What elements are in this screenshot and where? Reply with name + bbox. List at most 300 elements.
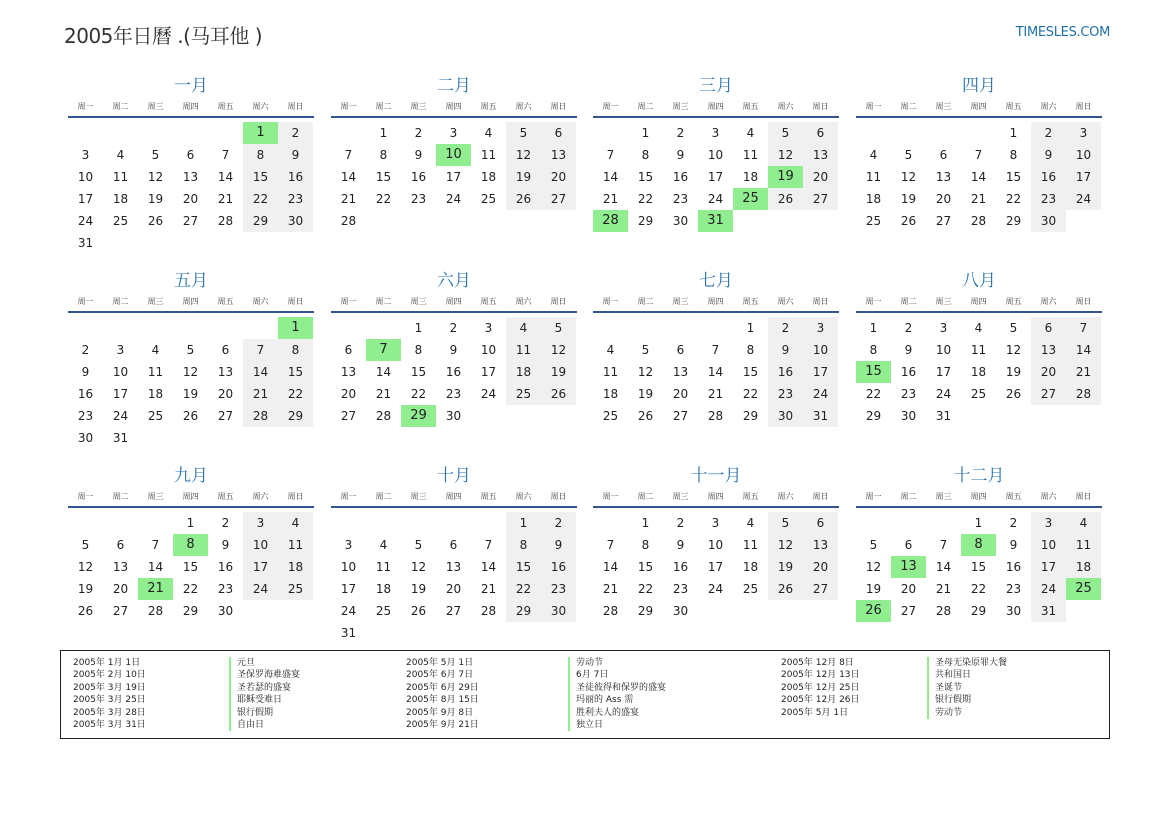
legend-entry: 圣诞节: [927, 682, 1007, 694]
day-cell: 11: [865, 170, 882, 184]
empty-cell: [856, 512, 891, 534]
day-cell: 28: [707, 409, 724, 423]
day-cell: 25: [506, 383, 541, 405]
day-cell: 24: [707, 582, 724, 596]
day-cell: 28: [147, 604, 164, 618]
day-cell: 6: [186, 148, 195, 162]
day-cell: 3: [803, 317, 838, 339]
day-cell: 18: [147, 387, 164, 401]
day-cell: 12: [77, 560, 94, 574]
day-cell: 28: [375, 409, 392, 423]
day-cell: 14: [340, 170, 357, 184]
weekday-label: 周二: [637, 297, 654, 306]
day-cell: 18: [865, 192, 882, 206]
day-cell: 6: [676, 343, 685, 357]
empty-cell: [926, 512, 961, 534]
holiday-legend: [60, 650, 1110, 739]
day-cell: 1: [746, 321, 755, 335]
day-cell: 4: [869, 148, 878, 162]
day-cell: 18: [742, 170, 759, 184]
day-cell: 12: [1005, 343, 1022, 357]
day-grid: [68, 317, 314, 449]
empty-cell: [593, 122, 628, 144]
day-grid: [331, 512, 577, 644]
weekday-label: 周三: [935, 102, 952, 111]
day-cell: 23: [672, 192, 689, 206]
weekday-label: 周五: [1005, 102, 1022, 111]
day-cell: 12: [506, 144, 541, 166]
day-cell: 31: [112, 431, 129, 445]
day-cell: 14: [217, 170, 234, 184]
day-cell: 23: [900, 387, 917, 401]
weekday-label: 周三: [672, 102, 689, 111]
day-cell: 2: [676, 126, 685, 140]
day-cell: 14: [480, 560, 497, 574]
day-cell: 21: [480, 582, 497, 596]
empty-cell: [103, 512, 138, 534]
month-block: [856, 466, 1102, 622]
holiday-day-cell: 7: [366, 339, 401, 361]
day-cell: 9: [768, 339, 803, 361]
weekday-label: 周一: [77, 102, 94, 111]
day-cell: 30: [672, 604, 689, 618]
day-cell: 25: [375, 604, 392, 618]
day-cell: 18: [112, 192, 129, 206]
weekday-label: 周六: [252, 297, 269, 306]
day-cell: 28: [970, 214, 987, 228]
day-cell: 11: [742, 148, 759, 162]
day-cell: 9: [904, 343, 913, 357]
day-cell: 5: [904, 148, 913, 162]
legend-entry: 耶稣受难日: [229, 694, 300, 706]
holiday-day-cell: 1: [278, 317, 313, 339]
day-cell: 1: [974, 516, 983, 530]
day-cell: 20: [217, 387, 234, 401]
day-cell: 25: [278, 578, 313, 600]
day-cell: 26: [768, 188, 803, 210]
day-cell: 28: [243, 405, 278, 427]
day-cell: 2: [768, 317, 803, 339]
day-cell: 4: [484, 126, 493, 140]
weekday-label: 周日: [812, 102, 829, 111]
month-name: 十二月: [953, 466, 1005, 486]
day-cell: 19: [637, 387, 654, 401]
empty-cell: [856, 122, 891, 144]
day-cell: 23: [278, 188, 313, 210]
weekday-label: 周日: [287, 492, 304, 501]
day-cell: 8: [869, 343, 878, 357]
day-cell: 28: [602, 604, 619, 618]
legend-entry: 胜利夫人的盛宴: [568, 707, 666, 719]
legend-entry: 劳动节: [927, 707, 1007, 719]
day-cell: 10: [935, 343, 952, 357]
day-cell: 21: [340, 192, 357, 206]
weekday-label: 周日: [287, 102, 304, 111]
day-cell: 21: [935, 582, 952, 596]
day-cell: 30: [278, 210, 313, 232]
day-cell: 25: [970, 387, 987, 401]
day-cell: 17: [1066, 166, 1101, 188]
weekday-label: 周三: [935, 297, 952, 306]
month-name: 七月: [699, 271, 733, 291]
weekday-label: 周二: [375, 297, 392, 306]
legend-entry: 2005年 9月 21日: [406, 720, 479, 731]
weekday-label: 周三: [147, 102, 164, 111]
weekday-label: 周一: [340, 297, 357, 306]
day-cell: 24: [1066, 188, 1101, 210]
day-cell: 21: [602, 192, 619, 206]
day-grid: [68, 512, 314, 622]
day-cell: 25: [602, 409, 619, 423]
weekday-label: 周五: [1005, 297, 1022, 306]
day-cell: 27: [935, 214, 952, 228]
day-cell: 16: [1031, 166, 1066, 188]
day-cell: 21: [243, 383, 278, 405]
legend-entry: 2005年 12月 26日: [781, 695, 860, 706]
day-cell: 22: [637, 582, 654, 596]
day-cell: 5: [869, 538, 878, 552]
day-cell: 12: [637, 365, 654, 379]
weekday-label: 周一: [340, 102, 357, 111]
day-cell: 23: [77, 409, 94, 423]
day-cell: 29: [1005, 214, 1022, 228]
day-cell: 13: [803, 534, 838, 556]
day-cell: 20: [672, 387, 689, 401]
day-cell: 7: [344, 148, 353, 162]
legend-entry: 2005年 5月 1日: [781, 707, 849, 718]
day-grid: [68, 122, 314, 254]
day-cell: 2: [414, 126, 423, 140]
weekday-header: [593, 489, 839, 508]
day-cell: 15: [637, 170, 654, 184]
day-cell: 17: [243, 556, 278, 578]
weekday-label: 周五: [742, 297, 759, 306]
day-cell: 15: [375, 170, 392, 184]
day-cell: 28: [340, 214, 357, 228]
legend-entry: 2005年 6月 29日: [406, 682, 479, 693]
day-cell: 26: [506, 188, 541, 210]
day-grid: [593, 512, 839, 622]
day-cell: 3: [1066, 122, 1101, 144]
day-cell: 6: [904, 538, 913, 552]
day-cell: 12: [865, 560, 882, 574]
day-cell: 3: [711, 516, 720, 530]
weekday-label: 周五: [480, 297, 497, 306]
day-cell: 19: [410, 582, 427, 596]
day-cell: 1: [414, 321, 423, 335]
day-cell: 29: [970, 604, 987, 618]
day-cell: 19: [77, 582, 94, 596]
weekday-label: 周四: [182, 297, 199, 306]
day-cell: 17: [707, 170, 724, 184]
empty-cell: [331, 122, 366, 144]
weekday-label: 周六: [777, 297, 794, 306]
weekday-label: 周二: [112, 492, 129, 501]
empty-cell: [208, 122, 243, 144]
day-cell: 19: [182, 387, 199, 401]
day-cell: 6: [221, 343, 230, 357]
weekday-label: 周五: [742, 102, 759, 111]
day-cell: 1: [506, 512, 541, 534]
day-cell: 26: [900, 214, 917, 228]
day-cell: 29: [637, 604, 654, 618]
day-cell: 11: [602, 365, 619, 379]
day-cell: 26: [77, 604, 94, 618]
day-cell: 21: [602, 582, 619, 596]
day-cell: 22: [1005, 192, 1022, 206]
legend-entry: 圣保罗海难盛宴: [229, 669, 300, 681]
day-cell: 23: [445, 387, 462, 401]
day-cell: 7: [606, 538, 615, 552]
day-cell: 24: [340, 604, 357, 618]
weekday-label: 周五: [217, 492, 234, 501]
legend-entry: 2005年 9月 8日: [406, 707, 474, 718]
day-cell: 14: [375, 365, 392, 379]
weekday-label: 周六: [1040, 492, 1057, 501]
day-cell: 25: [147, 409, 164, 423]
day-cell: 23: [768, 383, 803, 405]
day-cell: 18: [742, 560, 759, 574]
weekday-header: [331, 294, 577, 313]
day-cell: 1: [869, 321, 878, 335]
day-cell: 2: [676, 516, 685, 530]
weekday-label: 周四: [445, 102, 462, 111]
day-cell: 7: [221, 148, 230, 162]
day-cell: 9: [1031, 144, 1066, 166]
legend-entry: 自由日: [229, 719, 300, 731]
day-cell: 24: [935, 387, 952, 401]
day-cell: 7: [1066, 317, 1101, 339]
day-cell: 17: [935, 365, 952, 379]
day-cell: 3: [1031, 512, 1066, 534]
weekday-label: 周日: [550, 102, 567, 111]
day-cell: 10: [112, 365, 129, 379]
weekday-label: 周一: [865, 297, 882, 306]
empty-cell: [401, 512, 436, 534]
weekday-label: 周二: [375, 102, 392, 111]
legend-entry: 银行假期: [229, 707, 300, 719]
legend-entry: 独立日: [568, 719, 666, 731]
day-cell: 14: [243, 361, 278, 383]
holiday-day-cell: 19: [768, 166, 803, 188]
empty-cell: [243, 317, 278, 339]
day-cell: 28: [1066, 383, 1101, 405]
day-cell: 24: [77, 214, 94, 228]
holiday-day-cell: 1: [243, 122, 278, 144]
day-cell: 7: [974, 148, 983, 162]
day-cell: 1: [641, 516, 650, 530]
empty-cell: [471, 512, 506, 534]
day-cell: 13: [1031, 339, 1066, 361]
weekday-label: 周四: [182, 102, 199, 111]
weekday-label: 周四: [707, 102, 724, 111]
day-cell: 20: [112, 582, 129, 596]
day-cell: 8: [414, 343, 423, 357]
weekday-label: 周四: [445, 492, 462, 501]
day-cell: 2: [449, 321, 458, 335]
weekday-label: 周四: [970, 492, 987, 501]
day-cell: 10: [77, 170, 94, 184]
day-cell: 23: [1005, 582, 1022, 596]
day-cell: 9: [81, 365, 90, 379]
day-cell: 25: [742, 582, 759, 596]
day-cell: 29: [506, 600, 541, 622]
day-cell: 26: [182, 409, 199, 423]
weekday-label: 周二: [375, 492, 392, 501]
weekday-header: [593, 294, 839, 313]
day-cell: 12: [410, 560, 427, 574]
weekday-label: 周二: [112, 297, 129, 306]
weekday-label: 周四: [182, 492, 199, 501]
weekday-label: 周六: [515, 102, 532, 111]
day-cell: 20: [900, 582, 917, 596]
day-cell: 3: [81, 148, 90, 162]
day-cell: 1: [1009, 126, 1018, 140]
day-cell: 10: [707, 148, 724, 162]
holiday-day-cell: 28: [593, 210, 628, 232]
day-cell: 3: [711, 126, 720, 140]
day-cell: 15: [1005, 170, 1022, 184]
day-cell: 27: [182, 214, 199, 228]
brand-link[interactable]: TIMESLES.COM: [1015, 25, 1110, 40]
month-block: [68, 76, 314, 254]
day-cell: 13: [541, 144, 576, 166]
weekday-label: 周五: [217, 102, 234, 111]
day-cell: 9: [1009, 538, 1018, 552]
empty-cell: [138, 122, 173, 144]
day-cell: 15: [637, 560, 654, 574]
weekday-label: 周五: [217, 297, 234, 306]
day-cell: 9: [449, 343, 458, 357]
day-cell: 9: [541, 534, 576, 556]
empty-cell: [103, 317, 138, 339]
holiday-day-cell: 15: [856, 361, 891, 383]
weekday-header: [68, 99, 314, 118]
day-cell: 14: [147, 560, 164, 574]
holiday-day-cell: 8: [961, 534, 996, 556]
day-cell: 27: [112, 604, 129, 618]
month-block: [331, 271, 577, 427]
day-cell: 14: [935, 560, 952, 574]
weekday-label: 周四: [970, 297, 987, 306]
day-cell: 20: [182, 192, 199, 206]
legend-entry: 2005年 5月 1日: [406, 658, 474, 668]
day-cell: 10: [480, 343, 497, 357]
legend-entry: 圣徒彼得和保罗的盛宴: [568, 682, 666, 694]
empty-cell: [331, 317, 366, 339]
day-cell: 16: [77, 387, 94, 401]
day-cell: 9: [676, 538, 685, 552]
day-cell: 22: [243, 188, 278, 210]
weekday-label: 周一: [865, 102, 882, 111]
day-cell: 5: [1009, 321, 1018, 335]
day-cell: 12: [541, 339, 576, 361]
month-block: [593, 466, 839, 622]
day-cell: 8: [278, 339, 313, 361]
weekday-label: 周六: [1040, 297, 1057, 306]
day-cell: 11: [1066, 534, 1101, 556]
day-cell: 30: [768, 405, 803, 427]
day-cell: 11: [506, 339, 541, 361]
day-cell: 2: [1031, 122, 1066, 144]
day-cell: 5: [641, 343, 650, 357]
day-cell: 6: [541, 122, 576, 144]
day-cell: 27: [445, 604, 462, 618]
empty-cell: [103, 122, 138, 144]
day-cell: 12: [768, 534, 803, 556]
day-cell: 16: [541, 556, 576, 578]
month-block: [856, 271, 1102, 427]
empty-cell: [366, 512, 401, 534]
weekday-label: 周三: [410, 297, 427, 306]
month-name: 五月: [174, 271, 208, 291]
day-cell: 22: [278, 383, 313, 405]
day-cell: 7: [484, 538, 493, 552]
month-block: [856, 76, 1102, 232]
day-cell: 22: [506, 578, 541, 600]
day-cell: 16: [1005, 560, 1022, 574]
empty-cell: [138, 512, 173, 534]
month-name: 三月: [699, 76, 733, 96]
weekday-label: 周日: [550, 492, 567, 501]
weekday-label: 周日: [287, 297, 304, 306]
day-cell: 20: [1031, 361, 1066, 383]
day-cell: 3: [449, 126, 458, 140]
day-cell: 29: [243, 210, 278, 232]
day-cell: 7: [711, 343, 720, 357]
legend-entry: 共和国日: [927, 669, 1007, 681]
holiday-day-cell: 31: [698, 210, 733, 232]
day-cell: 27: [1031, 383, 1066, 405]
holiday-day-cell: 25: [733, 188, 768, 210]
day-cell: 18: [375, 582, 392, 596]
day-cell: 15: [410, 365, 427, 379]
day-cell: 11: [480, 148, 497, 162]
legend-entry: 2005年 3月 25日: [73, 695, 146, 706]
weekday-label: 周日: [1075, 102, 1092, 111]
day-cell: 8: [1009, 148, 1018, 162]
day-cell: 20: [340, 387, 357, 401]
holiday-day-cell: 21: [138, 578, 173, 600]
day-cell: 21: [1066, 361, 1101, 383]
day-cell: 14: [707, 365, 724, 379]
weekday-label: 周二: [637, 102, 654, 111]
day-cell: 24: [445, 192, 462, 206]
day-cell: 21: [375, 387, 392, 401]
day-cell: 13: [112, 560, 129, 574]
empty-cell: [593, 512, 628, 534]
day-cell: 17: [445, 170, 462, 184]
day-cell: 22: [182, 582, 199, 596]
day-cell: 10: [340, 560, 357, 574]
legend-dates-col-1: [73, 657, 146, 731]
weekday-label: 周六: [252, 102, 269, 111]
day-grid: [593, 122, 839, 232]
day-cell: 29: [865, 409, 882, 423]
legend-entry: 2005年 3月 31日: [73, 720, 146, 731]
day-cell: 28: [935, 604, 952, 618]
day-cell: 29: [637, 214, 654, 228]
day-cell: 27: [672, 409, 689, 423]
month-name: 一月: [174, 76, 208, 96]
day-cell: 6: [939, 148, 948, 162]
day-cell: 15: [278, 361, 313, 383]
day-cell: 13: [935, 170, 952, 184]
weekday-label: 周六: [252, 492, 269, 501]
day-cell: 30: [1031, 210, 1066, 232]
empty-cell: [68, 122, 103, 144]
empty-cell: [208, 317, 243, 339]
